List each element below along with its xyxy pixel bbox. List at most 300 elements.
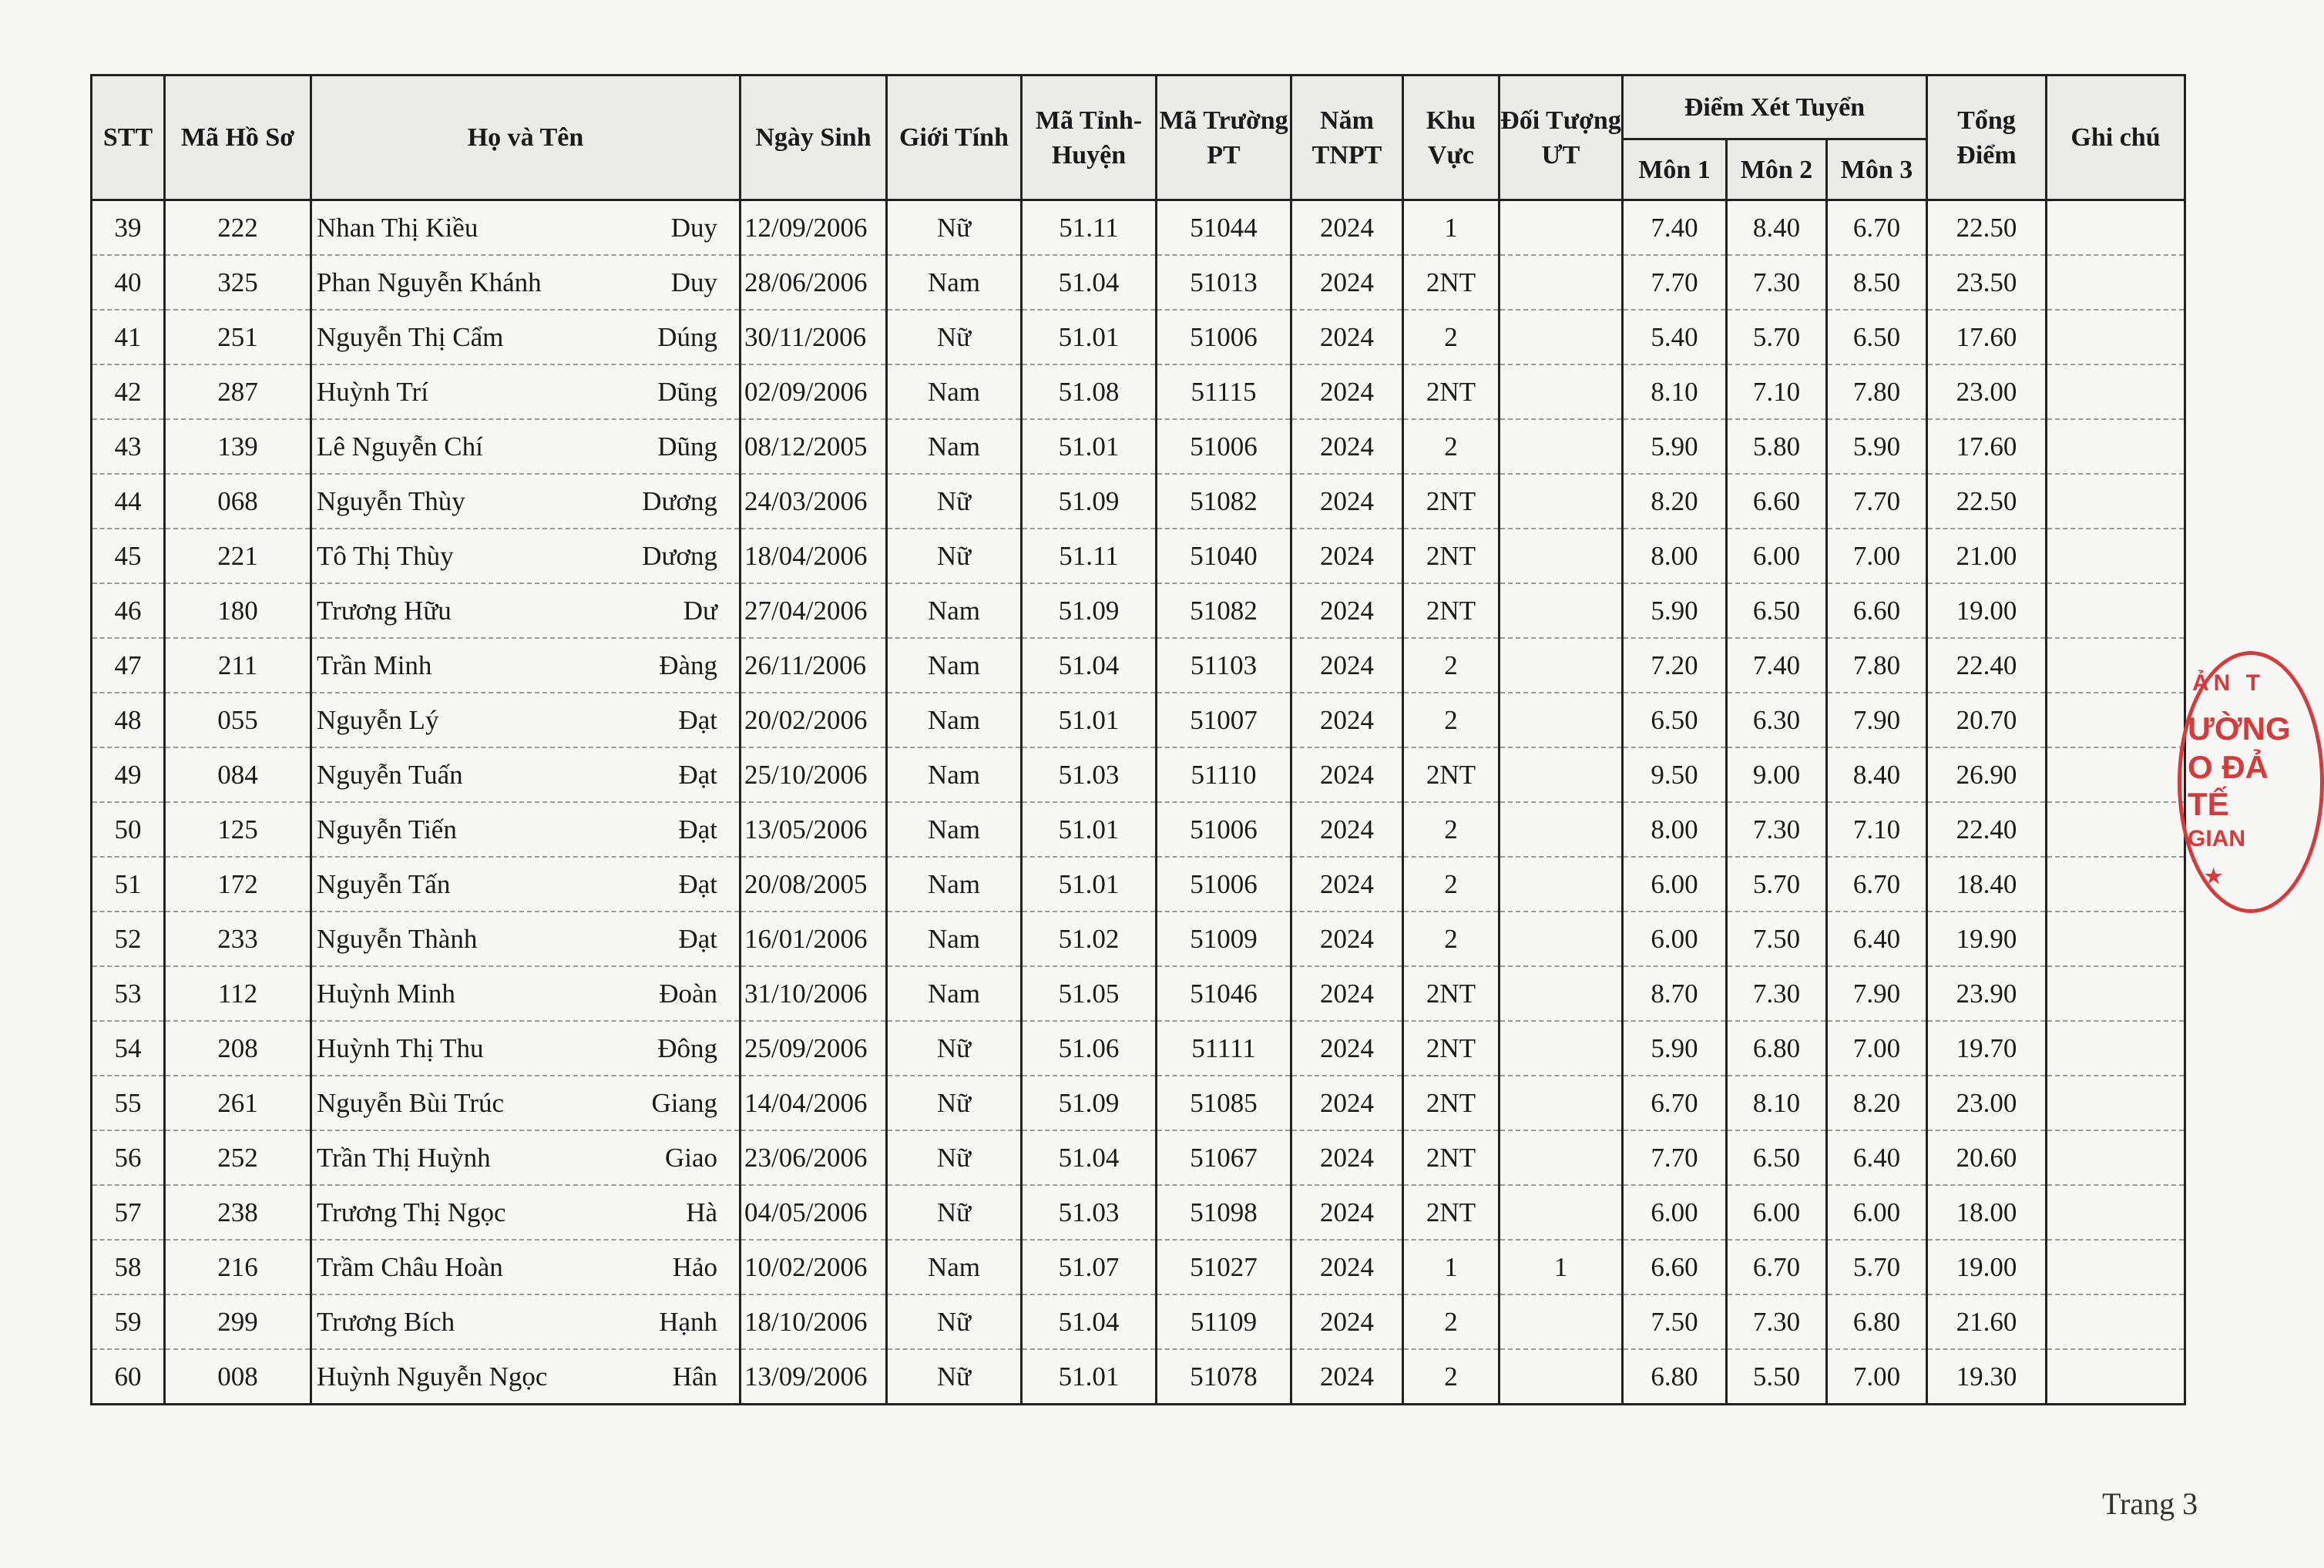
cell-ghi-chu — [2047, 255, 2185, 310]
cell-ngay-sinh: 28/06/2006 — [741, 255, 887, 310]
header-doi-tuong-ut: Đối Tượng ƯT — [1500, 76, 1623, 200]
cell-gioi-tinh: Nữ — [887, 474, 1022, 529]
table-row — [92, 1185, 2185, 1240]
surname-given: Nguyễn Tấn — [317, 868, 451, 899]
cell-tong-diem: 22.50 — [1927, 474, 2047, 529]
cell-gioi-tinh: Nữ — [887, 1021, 1022, 1076]
cell-mon-2: 6.80 — [1727, 1021, 1827, 1076]
cell-ho-va-ten — [311, 1130, 741, 1185]
cell-nam-tnpt: 2024 — [1291, 1076, 1403, 1130]
cell-khu-vuc: 2NT — [1403, 1130, 1500, 1185]
cell-ma-ho-so: 180 — [165, 583, 311, 638]
cell-mon-3: 7.80 — [1827, 638, 1927, 693]
table-row — [92, 1021, 2185, 1076]
cell-mon-1: 7.20 — [1623, 638, 1727, 693]
cell-gioi-tinh: Nam — [887, 693, 1022, 747]
cell-ma-tinh-huyen: 51.01 — [1022, 310, 1157, 364]
cell-stt: 45 — [92, 529, 165, 583]
cell-ma-ho-so: 068 — [165, 474, 311, 529]
cell-doi-tuong-ut — [1500, 1294, 1623, 1349]
cell-ho-va-ten — [311, 747, 741, 802]
cell-ghi-chu — [2047, 1130, 2185, 1185]
cell-nam-tnpt: 2024 — [1291, 1130, 1403, 1185]
cell-ngay-sinh: 23/06/2006 — [741, 1130, 887, 1185]
cell-tong-diem: 17.60 — [1927, 419, 2047, 474]
cell-ma-tinh-huyen: 51.01 — [1022, 857, 1157, 912]
table-row — [92, 1349, 2185, 1405]
cell-ma-ho-so: 208 — [165, 1021, 311, 1076]
cell-mon-3: 7.00 — [1827, 529, 1927, 583]
header-mon-1: Môn 1 — [1623, 139, 1727, 200]
cell-ho-va-ten — [311, 310, 741, 364]
cell-gioi-tinh: Nữ — [887, 529, 1022, 583]
cell-doi-tuong-ut — [1500, 966, 1623, 1021]
cell-doi-tuong-ut — [1500, 1185, 1623, 1240]
cell-mon-1: 8.00 — [1623, 802, 1727, 857]
cell-ngay-sinh: 16/01/2006 — [741, 912, 887, 966]
cell-mon-1: 8.10 — [1623, 364, 1727, 419]
cell-ma-tinh-huyen: 51.07 — [1022, 1240, 1157, 1294]
cell-mon-3: 6.70 — [1827, 857, 1927, 912]
cell-ma-truong-pt: 51078 — [1157, 1349, 1291, 1405]
cell-ghi-chu — [2047, 857, 2185, 912]
cell-mon-2: 8.10 — [1727, 1076, 1827, 1130]
cell-mon-2: 6.70 — [1727, 1240, 1827, 1294]
cell-mon-2: 5.80 — [1727, 419, 1827, 474]
header-stt: STT — [92, 76, 165, 200]
cell-stt: 54 — [92, 1021, 165, 1076]
cell-ghi-chu — [2047, 583, 2185, 638]
cell-ho-va-ten — [311, 802, 741, 857]
admission-score-table — [90, 74, 2186, 1405]
cell-ghi-chu — [2047, 529, 2185, 583]
cell-khu-vuc: 2 — [1403, 1349, 1500, 1405]
surname-given: Nguyễn Tiến — [317, 814, 457, 844]
cell-ma-tinh-huyen: 51.05 — [1022, 966, 1157, 1021]
cell-ghi-chu — [2047, 1076, 2185, 1130]
cell-ma-ho-so: 251 — [165, 310, 311, 364]
table-row — [92, 802, 2185, 857]
cell-mon-2: 5.70 — [1727, 310, 1827, 364]
cell-nam-tnpt: 2024 — [1291, 1021, 1403, 1076]
surname-given: Huỳnh Thị Thu — [317, 1032, 484, 1063]
cell-mon-1: 8.70 — [1623, 966, 1727, 1021]
cell-mon-3: 5.70 — [1827, 1240, 1927, 1294]
cell-ngay-sinh: 20/08/2005 — [741, 857, 887, 912]
table-row — [92, 1076, 2185, 1130]
cell-ma-truong-pt: 51046 — [1157, 966, 1291, 1021]
first-name: Đoàn — [659, 978, 717, 1009]
cell-tong-diem: 19.00 — [1927, 583, 2047, 638]
cell-ngay-sinh: 30/11/2006 — [741, 310, 887, 364]
cell-gioi-tinh: Nữ — [887, 1349, 1022, 1405]
cell-khu-vuc: 2 — [1403, 693, 1500, 747]
cell-ma-truong-pt: 51007 — [1157, 693, 1291, 747]
cell-ho-va-ten — [311, 857, 741, 912]
cell-ma-tinh-huyen: 51.06 — [1022, 1021, 1157, 1076]
cell-ngay-sinh: 08/12/2005 — [741, 419, 887, 474]
surname-given: Trương Hữu — [317, 595, 452, 626]
cell-stt: 59 — [92, 1294, 165, 1349]
surname-given: Trương Thị Ngọc — [317, 1197, 506, 1227]
cell-doi-tuong-ut — [1500, 1349, 1623, 1405]
cell-ma-truong-pt: 51098 — [1157, 1185, 1291, 1240]
table-row — [92, 693, 2185, 747]
cell-ho-va-ten — [311, 1349, 741, 1405]
surname-given: Nguyễn Thùy — [317, 485, 465, 516]
first-name: Dũng — [657, 376, 717, 407]
cell-doi-tuong-ut — [1500, 1076, 1623, 1130]
cell-khu-vuc: 2NT — [1403, 966, 1500, 1021]
cell-stt: 47 — [92, 638, 165, 693]
cell-gioi-tinh: Nam — [887, 419, 1022, 474]
cell-ghi-chu — [2047, 638, 2185, 693]
cell-nam-tnpt: 2024 — [1291, 583, 1403, 638]
cell-khu-vuc: 1 — [1403, 1240, 1500, 1294]
cell-ghi-chu — [2047, 200, 2185, 256]
header-diem-xet-tuyen: Điểm Xét Tuyển — [1623, 76, 1927, 139]
cell-gioi-tinh: Nữ — [887, 200, 1022, 256]
first-name: Duy — [670, 212, 717, 243]
cell-ma-tinh-huyen: 51.04 — [1022, 255, 1157, 310]
cell-mon-3: 6.00 — [1827, 1185, 1927, 1240]
cell-gioi-tinh: Nữ — [887, 1185, 1022, 1240]
cell-gioi-tinh: Nam — [887, 583, 1022, 638]
cell-ma-truong-pt: 51009 — [1157, 912, 1291, 966]
cell-stt: 51 — [92, 857, 165, 912]
cell-mon-1: 6.70 — [1623, 1076, 1727, 1130]
cell-ma-truong-pt: 51085 — [1157, 1076, 1291, 1130]
cell-ho-va-ten — [311, 693, 741, 747]
cell-stt: 46 — [92, 583, 165, 638]
first-name: Đạt — [678, 759, 717, 790]
surname-given: Trầm Châu Hoàn — [317, 1251, 503, 1282]
cell-ho-va-ten — [311, 255, 741, 310]
cell-doi-tuong-ut — [1500, 529, 1623, 583]
table-row — [92, 583, 2185, 638]
cell-nam-tnpt: 2024 — [1291, 1185, 1403, 1240]
cell-ma-ho-so: 261 — [165, 1076, 311, 1130]
cell-mon-1: 9.50 — [1623, 747, 1727, 802]
cell-ngay-sinh: 18/04/2006 — [741, 529, 887, 583]
cell-ghi-chu — [2047, 1294, 2185, 1349]
cell-mon-3: 6.40 — [1827, 912, 1927, 966]
cell-nam-tnpt: 2024 — [1291, 419, 1403, 474]
cell-stt: 43 — [92, 419, 165, 474]
cell-nam-tnpt: 2024 — [1291, 1240, 1403, 1294]
cell-ma-truong-pt: 51013 — [1157, 255, 1291, 310]
cell-ma-tinh-huyen: 51.04 — [1022, 1130, 1157, 1185]
cell-gioi-tinh: Nam — [887, 802, 1022, 857]
cell-stt: 40 — [92, 255, 165, 310]
cell-ho-va-ten — [311, 419, 741, 474]
cell-ngay-sinh: 20/02/2006 — [741, 693, 887, 747]
first-name: Duy — [670, 267, 717, 297]
header-ghi-chu: Ghi chú — [2047, 76, 2185, 200]
cell-mon-3: 7.00 — [1827, 1349, 1927, 1405]
cell-ghi-chu — [2047, 1021, 2185, 1076]
cell-ngay-sinh: 14/04/2006 — [741, 1076, 887, 1130]
cell-tong-diem: 19.70 — [1927, 1021, 2047, 1076]
cell-ghi-chu — [2047, 912, 2185, 966]
cell-mon-2: 5.50 — [1727, 1349, 1827, 1405]
cell-ma-ho-so: 222 — [165, 200, 311, 256]
surname-given: Lê Nguyễn Chí — [317, 431, 483, 462]
header-ma-truong-pt: Mã Trường PT — [1157, 76, 1291, 200]
cell-ngay-sinh: 12/09/2006 — [741, 200, 887, 256]
cell-mon-3: 7.90 — [1827, 693, 1927, 747]
cell-nam-tnpt: 2024 — [1291, 529, 1403, 583]
table-row — [92, 1130, 2185, 1185]
stamp-text: ƯỜNG — [2188, 710, 2291, 747]
cell-ngay-sinh: 10/02/2006 — [741, 1240, 887, 1294]
cell-mon-1: 7.40 — [1623, 200, 1727, 256]
cell-mon-1: 6.80 — [1623, 1349, 1727, 1405]
cell-stt: 52 — [92, 912, 165, 966]
cell-ghi-chu — [2047, 1349, 2185, 1405]
cell-ho-va-ten — [311, 1240, 741, 1294]
table-row — [92, 747, 2185, 802]
cell-mon-2: 6.30 — [1727, 693, 1827, 747]
cell-khu-vuc: 2 — [1403, 638, 1500, 693]
cell-ma-truong-pt: 51115 — [1157, 364, 1291, 419]
cell-doi-tuong-ut — [1500, 857, 1623, 912]
cell-doi-tuong-ut — [1500, 364, 1623, 419]
table-row — [92, 310, 2185, 364]
cell-ma-truong-pt: 51027 — [1157, 1240, 1291, 1294]
cell-ngay-sinh: 25/10/2006 — [741, 747, 887, 802]
cell-mon-3: 7.90 — [1827, 966, 1927, 1021]
cell-mon-3: 7.80 — [1827, 364, 1927, 419]
cell-stt: 50 — [92, 802, 165, 857]
cell-gioi-tinh: Nữ — [887, 1076, 1022, 1130]
cell-mon-1: 5.90 — [1623, 1021, 1727, 1076]
cell-ho-va-ten — [311, 200, 741, 256]
cell-doi-tuong-ut — [1500, 474, 1623, 529]
cell-ma-ho-so: 216 — [165, 1240, 311, 1294]
header-mon-3: Môn 3 — [1827, 139, 1927, 200]
cell-ma-ho-so: 252 — [165, 1130, 311, 1185]
table-row — [92, 529, 2185, 583]
cell-mon-3: 7.00 — [1827, 1021, 1927, 1076]
first-name: Hảo — [672, 1251, 717, 1282]
cell-ma-tinh-huyen: 51.04 — [1022, 1294, 1157, 1349]
cell-ho-va-ten — [311, 638, 741, 693]
cell-ma-truong-pt: 51006 — [1157, 419, 1291, 474]
cell-mon-3: 6.50 — [1827, 310, 1927, 364]
surname-given: Huỳnh Minh — [317, 978, 455, 1009]
cell-nam-tnpt: 2024 — [1291, 638, 1403, 693]
table-body — [92, 200, 2185, 1405]
cell-stt: 44 — [92, 474, 165, 529]
cell-ngay-sinh: 18/10/2006 — [741, 1294, 887, 1349]
cell-tong-diem: 23.00 — [1927, 1076, 2047, 1130]
cell-gioi-tinh: Nam — [887, 912, 1022, 966]
cell-stt: 48 — [92, 693, 165, 747]
cell-ngay-sinh: 24/03/2006 — [741, 474, 887, 529]
cell-mon-1: 8.20 — [1623, 474, 1727, 529]
cell-khu-vuc: 2 — [1403, 1294, 1500, 1349]
cell-nam-tnpt: 2024 — [1291, 966, 1403, 1021]
cell-tong-diem: 21.60 — [1927, 1294, 2047, 1349]
cell-khu-vuc: 1 — [1403, 200, 1500, 256]
cell-ma-tinh-huyen: 51.09 — [1022, 583, 1157, 638]
first-name: Giao — [664, 1142, 717, 1173]
header-nam-tnpt: Năm TNPT — [1291, 76, 1403, 200]
cell-nam-tnpt: 2024 — [1291, 747, 1403, 802]
table-row — [92, 638, 2185, 693]
cell-ma-truong-pt: 51040 — [1157, 529, 1291, 583]
table-row — [92, 857, 2185, 912]
cell-mon-3: 6.60 — [1827, 583, 1927, 638]
cell-ghi-chu — [2047, 1185, 2185, 1240]
cell-ghi-chu — [2047, 966, 2185, 1021]
cell-ho-va-ten — [311, 529, 741, 583]
stamp-text: TẾ — [2188, 786, 2229, 822]
header-gioi-tinh: Giới Tính — [887, 76, 1022, 200]
cell-tong-diem: 17.60 — [1927, 310, 2047, 364]
cell-mon-2: 6.60 — [1727, 474, 1827, 529]
cell-ma-tinh-huyen: 51.09 — [1022, 1076, 1157, 1130]
cell-ho-va-ten — [311, 966, 741, 1021]
surname-given: Nguyễn Bùi Trúc — [317, 1087, 505, 1118]
cell-tong-diem: 22.40 — [1927, 802, 2047, 857]
cell-khu-vuc: 2NT — [1403, 1021, 1500, 1076]
cell-ma-truong-pt: 51109 — [1157, 1294, 1291, 1349]
cell-stt: 39 — [92, 200, 165, 256]
table-row — [92, 966, 2185, 1021]
cell-doi-tuong-ut — [1500, 638, 1623, 693]
cell-ma-tinh-huyen: 51.01 — [1022, 693, 1157, 747]
cell-mon-1: 7.70 — [1623, 255, 1727, 310]
cell-ma-ho-so: 112 — [165, 966, 311, 1021]
cell-ho-va-ten — [311, 1021, 741, 1076]
cell-ma-ho-so: 221 — [165, 529, 311, 583]
cell-ma-tinh-huyen: 51.01 — [1022, 419, 1157, 474]
cell-doi-tuong-ut — [1500, 419, 1623, 474]
cell-nam-tnpt: 2024 — [1291, 693, 1403, 747]
cell-nam-tnpt: 2024 — [1291, 1294, 1403, 1349]
surname-given: Trần Thị Huỳnh — [317, 1142, 491, 1173]
cell-tong-diem: 26.90 — [1927, 747, 2047, 802]
cell-khu-vuc: 2NT — [1403, 255, 1500, 310]
cell-ho-va-ten — [311, 1076, 741, 1130]
cell-ma-tinh-huyen: 51.02 — [1022, 912, 1157, 966]
cell-mon-1: 8.00 — [1623, 529, 1727, 583]
surname-given: Nguyễn Thị Cẩm — [317, 321, 504, 352]
cell-mon-3: 5.90 — [1827, 419, 1927, 474]
cell-mon-1: 5.90 — [1623, 419, 1727, 474]
cell-gioi-tinh: Nam — [887, 255, 1022, 310]
cell-nam-tnpt: 2024 — [1291, 310, 1403, 364]
surname-given: Nhan Thị Kiều — [317, 212, 479, 243]
cell-doi-tuong-ut: 1 — [1500, 1240, 1623, 1294]
cell-gioi-tinh: Nam — [887, 1240, 1022, 1294]
cell-doi-tuong-ut — [1500, 802, 1623, 857]
cell-ma-truong-pt: 51110 — [1157, 747, 1291, 802]
cell-gioi-tinh: Nam — [887, 638, 1022, 693]
cell-nam-tnpt: 2024 — [1291, 1349, 1403, 1405]
cell-khu-vuc: 2NT — [1403, 1076, 1500, 1130]
cell-ma-tinh-huyen: 51.03 — [1022, 747, 1157, 802]
cell-ma-tinh-huyen: 51.04 — [1022, 638, 1157, 693]
stamp-text: GIAN — [2188, 826, 2245, 851]
cell-mon-2: 6.00 — [1727, 529, 1827, 583]
first-name: Dũng — [657, 431, 717, 462]
cell-tong-diem: 18.00 — [1927, 1185, 2047, 1240]
cell-mon-2: 8.40 — [1727, 200, 1827, 256]
cell-stt: 42 — [92, 364, 165, 419]
cell-khu-vuc: 2NT — [1403, 364, 1500, 419]
cell-ngay-sinh: 04/05/2006 — [741, 1185, 887, 1240]
cell-ma-truong-pt: 51111 — [1157, 1021, 1291, 1076]
cell-mon-2: 6.50 — [1727, 583, 1827, 638]
cell-gioi-tinh: Nữ — [887, 310, 1022, 364]
cell-mon-1: 6.60 — [1623, 1240, 1727, 1294]
table-row — [92, 1294, 2185, 1349]
cell-stt: 58 — [92, 1240, 165, 1294]
header-ngay-sinh: Ngày Sinh — [741, 76, 887, 200]
cell-ho-va-ten — [311, 474, 741, 529]
cell-ma-ho-so: 211 — [165, 638, 311, 693]
cell-ngay-sinh: 25/09/2006 — [741, 1021, 887, 1076]
school-seal-stamp — [2178, 651, 2324, 913]
cell-mon-1: 5.90 — [1623, 583, 1727, 638]
cell-mon-3: 7.70 — [1827, 474, 1927, 529]
cell-tong-diem: 23.00 — [1927, 364, 2047, 419]
cell-mon-2: 7.30 — [1727, 255, 1827, 310]
cell-stt: 41 — [92, 310, 165, 364]
cell-mon-2: 7.30 — [1727, 966, 1827, 1021]
first-name: Hân — [672, 1361, 717, 1392]
cell-doi-tuong-ut — [1500, 255, 1623, 310]
cell-ngay-sinh: 02/09/2006 — [741, 364, 887, 419]
cell-khu-vuc: 2 — [1403, 912, 1500, 966]
cell-ghi-chu — [2047, 310, 2185, 364]
surname-given: Huỳnh Nguyễn Ngọc — [317, 1361, 548, 1392]
cell-mon-2: 7.50 — [1727, 912, 1827, 966]
first-name: Hạnh — [659, 1306, 717, 1337]
surname-given: Phan Nguyễn Khánh — [317, 267, 542, 297]
first-name: Dương — [642, 485, 717, 516]
cell-ma-truong-pt: 51082 — [1157, 474, 1291, 529]
cell-nam-tnpt: 2024 — [1291, 474, 1403, 529]
stamp-text: ẢN T — [2192, 670, 2265, 696]
cell-stt: 60 — [92, 1349, 165, 1405]
cell-gioi-tinh: Nam — [887, 857, 1022, 912]
cell-doi-tuong-ut — [1500, 310, 1623, 364]
cell-mon-2: 7.10 — [1727, 364, 1827, 419]
cell-ma-truong-pt: 51006 — [1157, 802, 1291, 857]
cell-tong-diem: 19.90 — [1927, 912, 2047, 966]
cell-mon-2: 6.50 — [1727, 1130, 1827, 1185]
cell-ghi-chu — [2047, 747, 2185, 802]
cell-stt: 53 — [92, 966, 165, 1021]
cell-ho-va-ten — [311, 912, 741, 966]
cell-tong-diem: 21.00 — [1927, 529, 2047, 583]
cell-ngay-sinh: 13/09/2006 — [741, 1349, 887, 1405]
cell-mon-2: 7.30 — [1727, 802, 1827, 857]
cell-doi-tuong-ut — [1500, 747, 1623, 802]
cell-nam-tnpt: 2024 — [1291, 364, 1403, 419]
cell-nam-tnpt: 2024 — [1291, 200, 1403, 256]
cell-ma-tinh-huyen: 51.11 — [1022, 200, 1157, 256]
cell-khu-vuc: 2NT — [1403, 583, 1500, 638]
first-name: Dương — [642, 540, 717, 571]
cell-gioi-tinh: Nam — [887, 364, 1022, 419]
surname-given: Nguyễn Lý — [317, 704, 439, 735]
cell-ngay-sinh: 27/04/2006 — [741, 583, 887, 638]
